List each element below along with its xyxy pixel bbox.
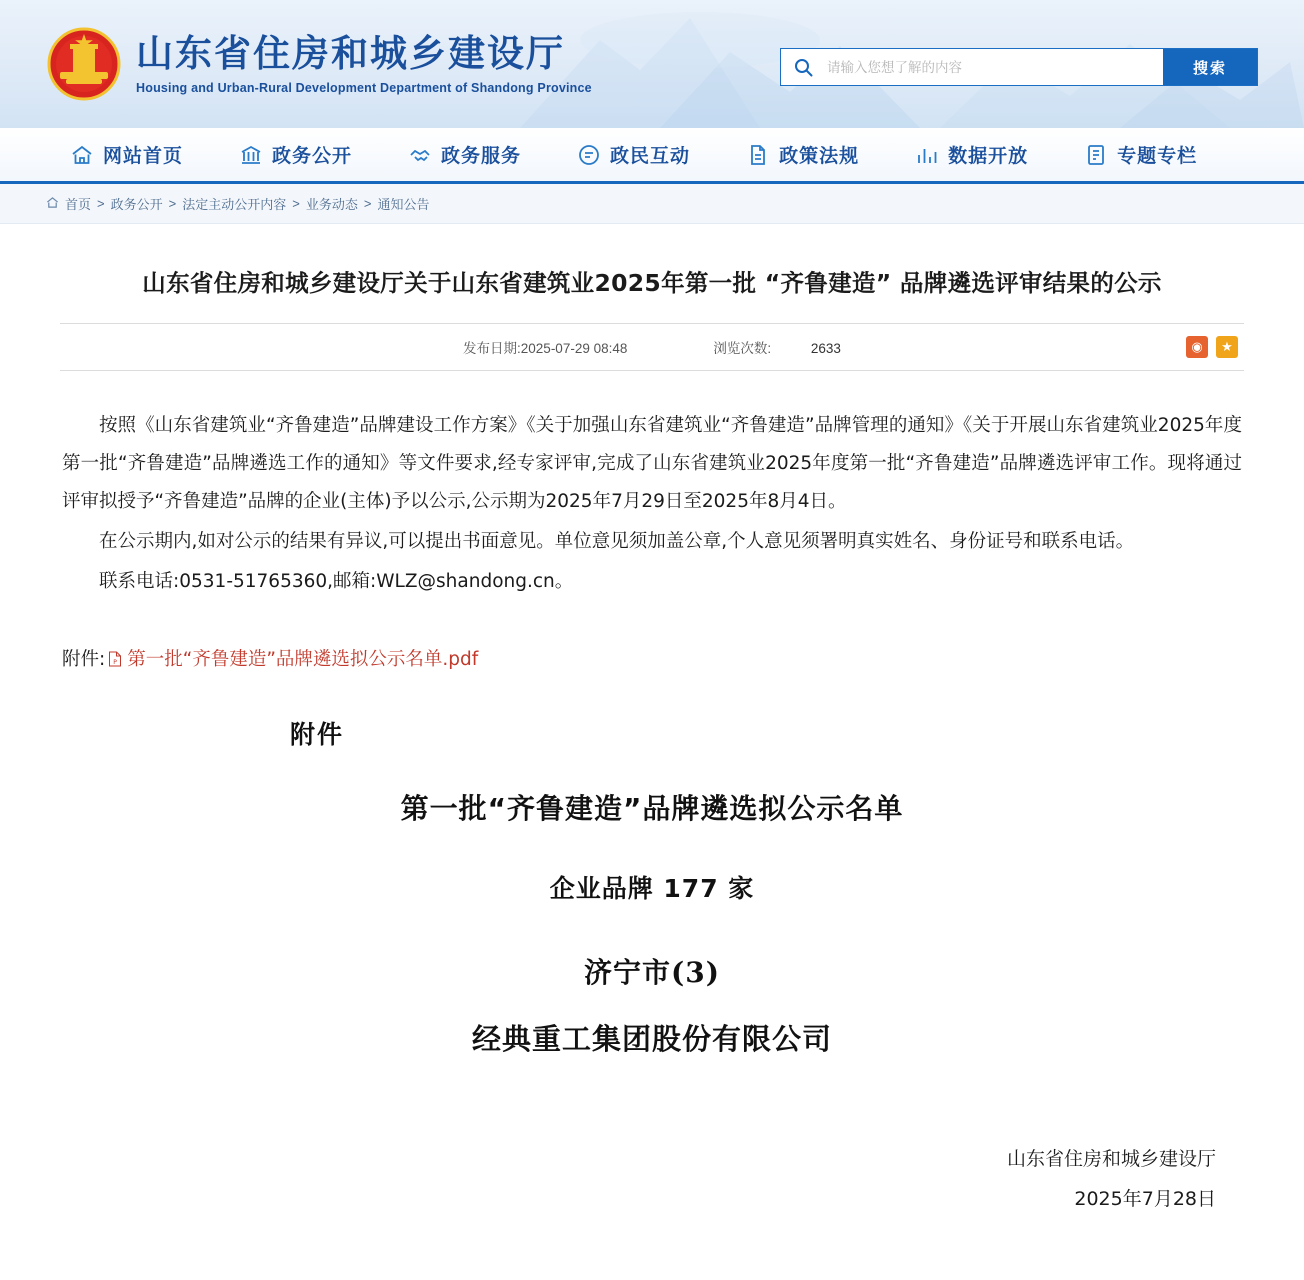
page-title: 山东省住房和城乡建设厅关于山东省建筑业2025年第一批 “齐鲁建造” 品牌遴选评审结果的公示 <box>142 269 1162 297</box>
weibo-share-icon[interactable]: ◉ <box>1186 336 1208 358</box>
breadcrumb-item-3[interactable]: 业务动态 <box>305 197 358 212</box>
share-icons <box>1186 336 1238 358</box>
nav-item-government-services[interactable] <box>384 128 545 181</box>
nav-label: 网站首页 <box>103 145 184 167</box>
article <box>0 224 1304 1230</box>
home-small-icon <box>46 196 59 212</box>
nav-item-public-interaction[interactable] <box>553 128 714 181</box>
attachment-link[interactable]: 第一批“齐鲁建造”品牌遴选拟公示名单.pdf <box>127 648 479 670</box>
nav-label: 政策法规 <box>779 145 860 167</box>
preview-company: 经典重工集团股份有限公司 <box>471 1021 832 1056</box>
breadcrumb-item-0[interactable]: 首页 <box>65 197 92 212</box>
signature-date: 2025年7月28日 <box>1074 1187 1216 1210</box>
breadcrumb-sep: > <box>292 196 300 211</box>
site-title-block <box>136 33 592 95</box>
view-count <box>713 337 841 357</box>
view-count-label: 浏览次数: <box>713 341 772 357</box>
nav-label: 专题专栏 <box>1117 145 1198 167</box>
breadcrumb-item-1[interactable]: 政务公开 <box>110 197 163 212</box>
nav-label: 政务公开 <box>272 145 353 167</box>
nav-item-special-columns[interactable] <box>1060 128 1221 181</box>
svg-text:P: P <box>113 658 118 666</box>
breadcrumb-sep: > <box>97 196 105 211</box>
preview-signature <box>60 1140 1244 1220</box>
nav-item-home[interactable] <box>46 128 207 181</box>
preview-title: 第一批“齐鲁建造”品牌遴选拟公示名单 <box>400 791 904 825</box>
preview-count: 企业品牌 177 家 <box>549 873 755 903</box>
search-input[interactable] <box>825 49 1163 85</box>
site-title-cn: 山东省住房和城乡建设厅 <box>136 32 565 76</box>
breadcrumb-sep: > <box>363 196 372 211</box>
bank-icon <box>239 143 263 167</box>
main-nav <box>0 128 1304 184</box>
chart-icon <box>915 143 939 167</box>
nav-item-policies-regulations[interactable] <box>722 128 883 181</box>
breadcrumb <box>0 184 1304 224</box>
nav-label: 政民互动 <box>610 145 691 167</box>
chat-icon <box>577 143 601 167</box>
search-button[interactable]: 搜索 <box>1163 49 1257 85</box>
national-emblem-icon <box>46 26 122 102</box>
breadcrumb-item-4[interactable]: 通知公告 <box>377 197 430 212</box>
preview-label: 附件 <box>290 719 345 749</box>
signature-org: 山东省住房和城乡建设厅 <box>1006 1147 1216 1170</box>
article-paragraph-2: 在公示期内,如对公示的结果有异议,可以提出书面意见。单位意见须加盖公章,个人意见须署明真实姓名、身份证号和联系电话。 <box>99 531 1135 553</box>
document-icon <box>746 143 770 167</box>
handshake-icon <box>408 143 432 167</box>
breadcrumb-item-2[interactable]: 法定主动公开内容 <box>182 197 287 212</box>
article-paragraph-3: 联系电话:0531-51765360,邮箱:WLZ@shandong.cn。 <box>99 570 574 592</box>
attachment-label: 附件: <box>62 648 106 670</box>
search-icon <box>781 49 825 85</box>
search-bar[interactable] <box>780 48 1258 86</box>
breadcrumb-sep: > <box>168 196 177 211</box>
pdf-icon <box>107 643 123 666</box>
preview-city: 济宁市(3) <box>584 955 720 989</box>
nav-label: 政务服务 <box>441 145 522 167</box>
article-meta <box>60 323 1244 371</box>
nav-item-government-disclosure[interactable] <box>215 128 376 181</box>
view-count-value: 2633 <box>810 341 841 357</box>
article-paragraph-1: 按照《山东省建筑业“齐鲁建造”品牌建设工作方案》《关于加强山东省建筑业“齐鲁建造”品牌管理的通知》《关于开展山东省建筑业2025年度第一批“齐鲁建造”品牌遴选工作的通知》等文件要求,经专家评审,完成了山东省建筑业2025年度第一批“齐鲁建造”品牌遴选评审工作。现将通过评审拟授予“齐鲁建造”品牌的企业(主体)予以公示,公示期为2025年7月29日至2025年8月4日。 <box>62 415 1242 513</box>
attachment-preview <box>60 715 1244 1220</box>
nav-item-open-data[interactable] <box>891 128 1052 181</box>
publish-date: 发布日期:2025-07-29 08:48 <box>463 341 628 357</box>
column-icon <box>1084 143 1108 167</box>
favorite-star-icon[interactable]: ★ <box>1216 336 1238 358</box>
nav-label: 数据开放 <box>948 145 1029 167</box>
attachment-line <box>62 641 1242 679</box>
home-icon <box>70 143 94 167</box>
article-body <box>60 371 1244 679</box>
site-header <box>0 0 1304 128</box>
site-title-en: Housing and Urban-Rural Development Department of Shandong Province <box>136 80 592 95</box>
